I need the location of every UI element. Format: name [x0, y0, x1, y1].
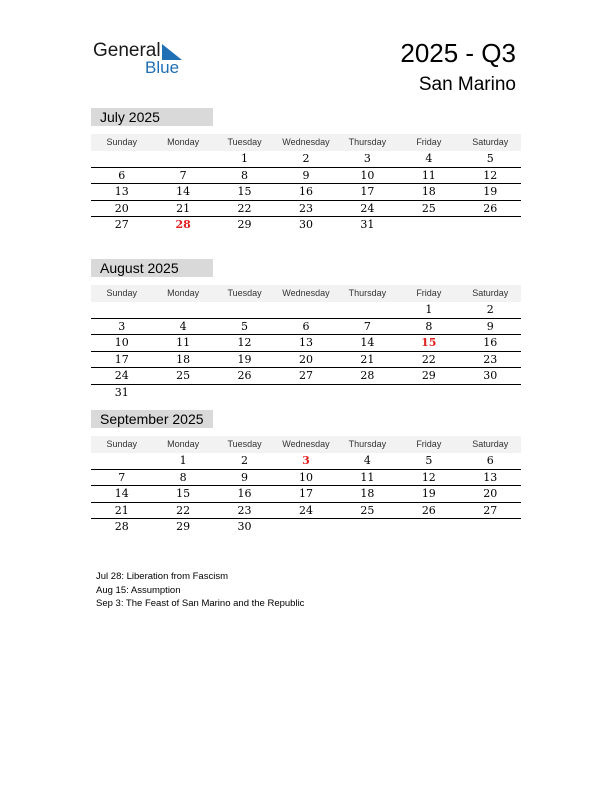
month-title: July 2025 [91, 108, 213, 126]
day-cell: 13 [483, 470, 498, 484]
weekday-label: Saturday [472, 137, 509, 147]
day-cell: 14 [360, 336, 375, 350]
page-title: 2025 - Q3 [400, 38, 516, 68]
day-cell: 13 [298, 336, 313, 350]
day-cell: 6 [486, 454, 494, 467]
week-row [91, 385, 521, 402]
day-cell: 9 [486, 319, 494, 333]
weekday-header-row [91, 134, 521, 151]
day-cell: 7 [179, 168, 187, 182]
day-cell: 5 [241, 319, 249, 333]
day-cell: 27 [483, 503, 498, 517]
day-cell [337, 385, 398, 402]
day-cell: 31 [360, 218, 375, 232]
day-cell [460, 385, 521, 402]
day-cell: 28 [114, 520, 129, 534]
day-cell: 4 [425, 152, 433, 165]
weekday-label: Monday [167, 288, 200, 298]
day-cell: 25 [176, 369, 191, 383]
week-row [91, 352, 521, 369]
weekday-label: Friday [416, 439, 442, 449]
weekday-label: Tuesday [227, 439, 262, 449]
day-cell: 22 [237, 201, 252, 215]
day-cell: 4 [179, 319, 187, 333]
day-cell: 3 [363, 152, 371, 165]
day-cell: 6 [118, 168, 126, 182]
weekday-label: Thursday [348, 137, 387, 147]
day-cell [152, 151, 213, 167]
day-cell: 23 [237, 503, 252, 517]
week-row [91, 184, 521, 201]
day-cell: 26 [237, 369, 252, 383]
day-cell: 30 [483, 369, 498, 383]
day-cell: 22 [421, 352, 436, 366]
day-cell: 15 [237, 185, 252, 199]
day-cell: 8 [241, 168, 249, 182]
day-cell: 8 [425, 319, 433, 333]
day-cell: 31 [114, 385, 129, 399]
weekday-label: Monday [167, 439, 200, 449]
day-cell: 5 [486, 152, 494, 165]
day-cell: 4 [363, 454, 371, 467]
weekday-header-row [91, 436, 521, 453]
day-cell: 1 [241, 152, 249, 165]
day-cell [460, 217, 521, 234]
day-cell [152, 302, 213, 318]
day-cell: 1 [179, 454, 187, 467]
day-cell: 13 [114, 185, 129, 199]
day-cell [91, 302, 152, 318]
day-cell [275, 385, 336, 402]
day-cell [214, 302, 275, 318]
day-cell: 7 [118, 470, 126, 484]
day-cell [152, 385, 213, 402]
holiday-note: Aug 15: Assumption [96, 584, 181, 596]
day-cell: 23 [298, 201, 313, 215]
day-cell [214, 385, 275, 402]
day-cell: 24 [360, 201, 375, 215]
day-cell: 11 [360, 470, 375, 484]
holiday-note: Sep 3: The Feast of San Marino and the Republic [96, 598, 305, 609]
month-calendar-july [91, 108, 521, 234]
week-row [91, 151, 521, 168]
day-cell: 6 [302, 319, 310, 333]
day-cell: 16 [237, 487, 252, 501]
weekday-label: Sunday [106, 288, 137, 298]
day-cell [91, 151, 152, 167]
weekday-label: Tuesday [227, 288, 262, 298]
day-cell: 23 [483, 352, 498, 366]
day-cell: 2 [241, 454, 249, 467]
week-row [91, 519, 521, 536]
day-cell: 22 [176, 503, 191, 517]
day-cell: 27 [298, 369, 313, 383]
day-cell [398, 385, 459, 402]
week-row [91, 217, 521, 234]
weekday-label: Tuesday [227, 137, 262, 147]
weekday-label: Wednesday [282, 137, 330, 147]
day-cell: 21 [360, 352, 375, 366]
week-row [91, 168, 521, 185]
day-cell: 10 [360, 168, 375, 182]
day-cell: 21 [176, 201, 191, 215]
month-calendar-august [91, 259, 521, 402]
day-cell: 16 [298, 185, 313, 199]
day-cell: 7 [363, 319, 371, 333]
week-row [91, 302, 521, 319]
day-cell: 5 [425, 454, 433, 467]
week-row [91, 368, 521, 385]
day-cell: 29 [421, 369, 436, 383]
weekday-label: Sunday [106, 137, 137, 147]
day-cell: 19 [421, 487, 436, 501]
day-cell [337, 519, 398, 536]
day-cell [398, 217, 459, 234]
day-cell: 10 [114, 336, 129, 350]
day-cell: 11 [176, 336, 191, 350]
day-cell: 19 [237, 352, 252, 366]
weekday-label: Monday [167, 137, 200, 147]
day-cell: 17 [114, 352, 129, 366]
day-cell: 12 [483, 168, 498, 182]
day-cell: 10 [298, 470, 313, 484]
day-cell [275, 302, 336, 318]
holiday-day-cell: 15 [421, 336, 437, 350]
day-cell [337, 302, 398, 318]
weekday-label: Thursday [348, 288, 387, 298]
day-cell: 2 [486, 303, 494, 316]
day-cell: 8 [179, 470, 187, 484]
day-cell: 16 [483, 336, 498, 350]
weekday-label: Thursday [348, 439, 387, 449]
day-cell [91, 453, 152, 469]
day-cell: 9 [241, 470, 249, 484]
holiday-note: Jul 28: Liberation from Fascism [96, 571, 228, 582]
day-cell: 2 [302, 152, 310, 165]
day-cell: 25 [360, 503, 375, 517]
day-cell: 29 [176, 520, 191, 534]
day-cell: 18 [176, 352, 191, 366]
day-cell: 24 [298, 503, 313, 517]
logo-blue-text: Blue [145, 58, 180, 77]
day-cell: 27 [114, 218, 129, 232]
month-title: September 2025 [91, 410, 213, 428]
logo-general-text: General [93, 40, 161, 61]
day-cell: 1 [425, 303, 433, 316]
day-cell: 17 [298, 487, 313, 501]
week-row [91, 453, 521, 470]
generalblue-logo [93, 40, 193, 80]
weekday-label: Saturday [472, 288, 509, 298]
day-cell: 30 [237, 520, 252, 534]
week-row [91, 335, 521, 352]
day-cell: 26 [483, 201, 498, 215]
week-row [91, 486, 521, 503]
day-cell: 30 [298, 218, 313, 232]
weekday-label: Saturday [472, 439, 509, 449]
day-cell: 24 [114, 369, 129, 383]
day-cell: 14 [176, 185, 191, 199]
week-row [91, 503, 521, 520]
month-title: August 2025 [91, 259, 213, 277]
day-cell: 17 [360, 185, 375, 199]
weekday-label: Friday [416, 288, 442, 298]
weekday-label: Wednesday [282, 288, 330, 298]
day-cell: 11 [421, 168, 436, 182]
day-cell: 20 [298, 352, 313, 366]
week-row [91, 201, 521, 218]
weekday-label: Friday [416, 137, 442, 147]
day-cell: 9 [302, 168, 310, 182]
day-cell: 25 [421, 201, 436, 215]
holiday-notes [96, 570, 304, 611]
day-cell: 18 [421, 185, 436, 199]
day-cell: 20 [114, 201, 129, 215]
month-calendar-september [91, 410, 521, 536]
day-cell: 28 [360, 369, 375, 383]
weekday-label: Sunday [106, 439, 137, 449]
holiday-day-cell: 28 [175, 218, 191, 232]
day-cell: 12 [421, 470, 436, 484]
day-cell [398, 519, 459, 536]
weekday-header-row [91, 285, 521, 302]
day-cell: 21 [114, 503, 129, 517]
day-cell: 29 [237, 218, 252, 232]
day-cell: 12 [237, 336, 252, 350]
week-row [91, 319, 521, 336]
day-cell: 18 [360, 487, 375, 501]
day-cell [460, 519, 521, 536]
day-cell: 26 [421, 503, 436, 517]
week-row [91, 470, 521, 487]
day-cell [275, 519, 336, 536]
day-cell: 14 [114, 487, 129, 501]
holiday-day-cell: 3 [302, 454, 310, 467]
day-cell: 15 [176, 487, 191, 501]
weekday-label: Wednesday [282, 439, 330, 449]
region-name: San Marino [418, 74, 516, 95]
day-cell: 20 [483, 487, 498, 501]
day-cell: 19 [483, 185, 498, 199]
day-cell: 3 [118, 319, 126, 333]
